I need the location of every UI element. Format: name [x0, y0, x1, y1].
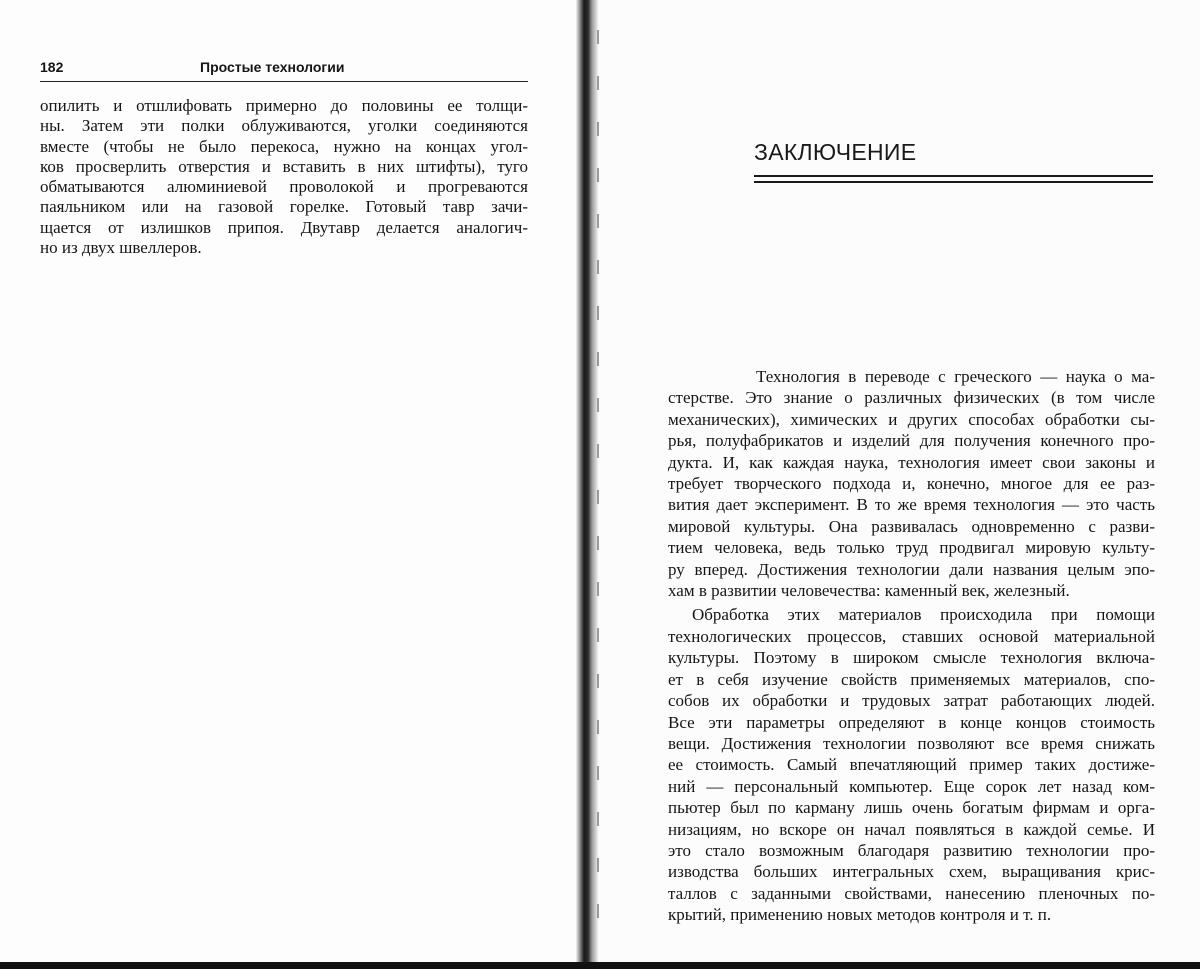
text-line: требует творческого подхода и, конечно, многое для ее раз- [668, 474, 1155, 494]
text-line: ее стоимость. Самый впечатляющий пример таких достиже- [668, 755, 1155, 775]
chapter-title: ЗАКЛЮЧЕНИЕ [754, 139, 917, 165]
left-body-text [40, 96, 528, 258]
paragraph-1 [668, 366, 1155, 601]
text-line: мировой культуры. Она развивалась одновременно с разви- [668, 516, 1155, 536]
text-line: тием человека, ведь только труд продвигал мировую культу- [668, 538, 1155, 558]
text-line: крытий, применению новых методов контроля и т. п. [668, 905, 1052, 925]
text-line: паяльником или на газовой горелке. Готовый тавр зачи- [40, 197, 528, 217]
text-line: Технология в переводе с греческого — наука о ма- [756, 367, 1155, 386]
right-body-text [668, 366, 1155, 926]
text-line: культуры. Поэтому в широком смысле технология включа- [668, 648, 1155, 668]
text-line: это стало возможным благодаря развитию технологии про- [668, 840, 1155, 860]
text-line: щается от излишков припоя. Двутавр делается аналогич- [40, 217, 528, 237]
book-spine [576, 0, 598, 969]
text-line: изводства больших интегральных схем, выращивания крис- [668, 862, 1155, 882]
paragraph-2 [668, 604, 1155, 925]
title-rule [754, 181, 1153, 183]
text-line: технологических процессов, ставших основой материальной [668, 626, 1155, 646]
text-line: ков просверлить отверстия и вставить в них штифты), туго [40, 156, 528, 176]
text-line: ет в себя изучение свойств применяемых материалов, спо- [668, 669, 1155, 689]
page-bottom-edge [0, 962, 1200, 969]
text-line: хам в развитии человечества: каменный век, железный. [668, 581, 1070, 601]
text-line: собов их обработки и трудовых затрат работающих людей. [668, 691, 1155, 711]
text-line: ны. Затем эти полки облуживаются, уголки соединяются [40, 116, 528, 136]
page-number: 182 [40, 59, 64, 75]
text-line: рья, полуфабрикатов и изделий для получения конечного про- [668, 431, 1155, 451]
text-line: Все эти параметры определяют в конце концов стоимость [668, 712, 1155, 732]
text-line: таллов с заданными свойствами, нанесению пленочных по- [668, 883, 1155, 903]
title-rule [754, 175, 1153, 177]
text-line: но из двух швеллеров. [40, 238, 202, 258]
text-line: стерстве. Это знание о различных физических (в том числе [668, 388, 1155, 408]
text-line: вещи. Достижения технологии позволяют все время снижать [668, 733, 1155, 753]
text-line: обматываются алюминиевой проволокой и прогреваются [40, 177, 528, 197]
running-head-title: Простые технологии [200, 59, 345, 75]
text-line: дукта. И, как каждая наука, технология имеет свои законы и [668, 452, 1155, 472]
text-line: вместе (чтобы не было перекоса, нужно на концах угол- [40, 136, 528, 156]
text-line: ру вперед. Достижения технологии дали названия целым эпо- [668, 559, 1155, 579]
text-line: ний — персональный компьютер. Еще сорок лет назад ком- [668, 776, 1155, 796]
spine-shadow-marks [597, 30, 599, 930]
text-line: вития дает эксперимент. В то же время технология — это часть [668, 495, 1155, 515]
text-line: пьютер был по карману лишь очень богатым фирмам и орга- [668, 798, 1155, 818]
text-line: опилить и отшлифовать примерно до половины ее толщи- [40, 96, 528, 115]
running-head [40, 57, 528, 82]
text-line: низациям, но вскоре он начал появляться в каждой семье. И [668, 819, 1155, 839]
text-line: механических), химических и других способах обработки сы- [668, 409, 1155, 429]
text-line: Обработка этих материалов происходила при помощи [692, 605, 1155, 625]
